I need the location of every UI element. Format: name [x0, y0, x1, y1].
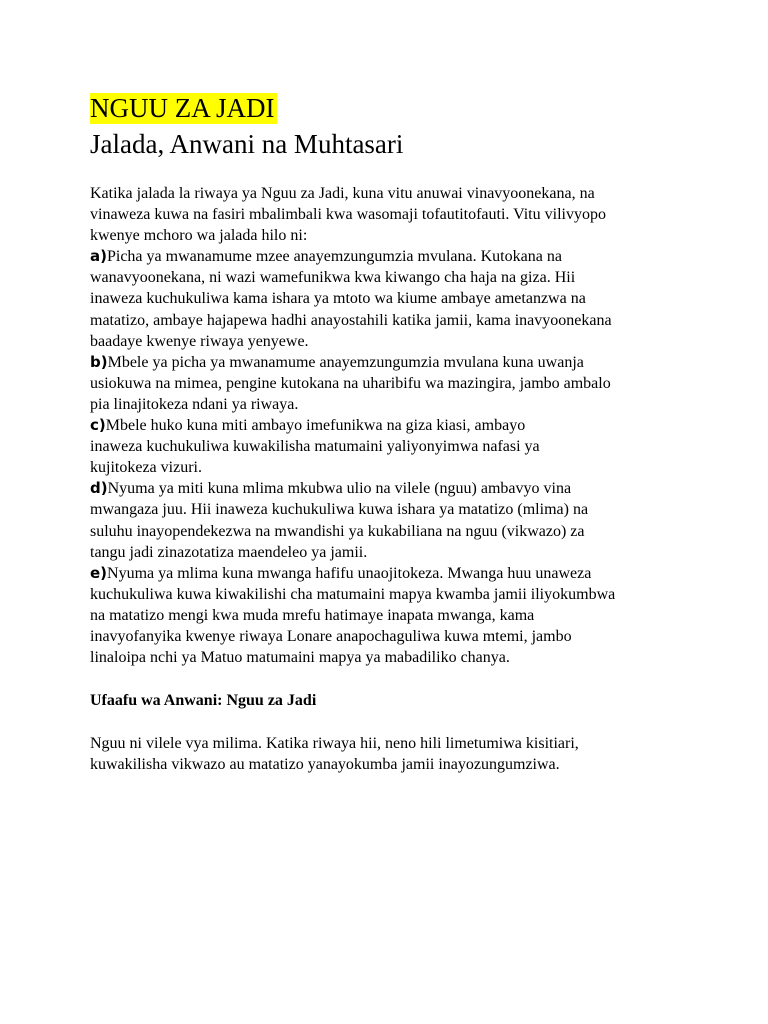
item-marker: e) — [90, 563, 108, 582]
intro-line: kwenye mchoro wa jalada hilo ni: — [90, 227, 308, 245]
list-item-c — [90, 415, 678, 478]
item-line: inavyofanyika kwenye riwaya Lonare anapochaguliwa kuwa mtemi, jambo — [90, 627, 572, 645]
list-item-b — [90, 352, 678, 415]
item-line: usiokuwa na mimea, pengine kutokana na uharibifu wa mazingira, jambo ambalo — [90, 374, 611, 392]
item-line: pia linajitokeza ndani ya riwaya. — [90, 395, 299, 413]
document-subtitle: Jalada, Anwani na Muhtasari — [90, 129, 404, 159]
list-item-e — [90, 563, 678, 668]
intro-paragraph — [90, 183, 678, 246]
item-line: inaweza kuchukuliwa kama ishara ya mtoto wa kiume ambaye ametanzwa na — [90, 290, 586, 308]
closing-paragraph — [90, 733, 678, 775]
item-line: mwangaza juu. Hii inaweza kuchukuliwa kuwa ishara ya matatizo (mlima) na — [90, 501, 589, 519]
item-line: tangu jadi zinazotatiza maendeleo ya jamii. — [90, 543, 368, 561]
item-line: linaloipa nchi ya Matuo matumaini mapya ya mabadiliko chanya. — [90, 649, 510, 667]
item-line: Picha ya mwanamume mzee anayemzungumzia mvulana. Kutokana na — [106, 248, 562, 266]
cover-items-list — [90, 246, 678, 668]
item-line: Nyuma ya mlima kuna mwanga hafifu unaojitokeza. Mwanga huu unaweza — [107, 564, 592, 582]
item-line: Mbele ya picha ya mwanamume anayemzungumzia mvulana kuna uwanja — [107, 353, 584, 371]
closing-line: kuwakilisha vikwazo au matatizo yanayokumba jamii inayozungumziwa. — [90, 756, 560, 774]
item-line: kuchukuliwa kuwa kiwakilishi cha matumaini mapya kwamba jamii iliyokumbwa — [90, 585, 616, 603]
item-line: matatizo, ambaye hajapewa hadhi anayostahili katika jamii, kama inavyoonekana — [90, 311, 612, 329]
list-item-a — [90, 246, 678, 351]
item-line: kujitokeza vizuri. — [90, 459, 202, 477]
list-item-d — [90, 478, 678, 562]
item-marker: b) — [90, 352, 108, 371]
item-marker: d) — [90, 479, 108, 498]
intro-line: Katika jalada la riwaya ya Nguu za Jadi, kuna vitu anuwai vinavyoonekana, na — [90, 185, 595, 202]
item-marker: a) — [90, 247, 107, 266]
item-line: na matatizo mengi kwa muda mrefu hatimaye inapata mwanga, kama — [90, 606, 535, 624]
item-line: wanavyoonekana, ni wazi wamefunikwa kwa kiwango cha haja na giza. Hii — [90, 269, 576, 287]
item-line: Mbele huko kuna miti ambayo imefunikwa na giza kiasi, ambayo — [105, 417, 526, 435]
document-title: NGUU ZA JADI — [90, 93, 275, 123]
intro-line: vinaweza kuwa na fasiri mbalimbali kwa wasomaji tofautitofauti. Vitu vilivyopo — [90, 206, 606, 224]
closing-line: Nguu ni vilele vya milima. Katika riwaya hii, neno hili limetumiwa kisitiari, — [90, 735, 579, 753]
item-line: baadaye kwenye riwaya yenyewe. — [90, 332, 309, 350]
item-line: Nyuma ya miti kuna mlima mkubwa ulio na vilele (nguu) ambavyo vina — [107, 480, 572, 498]
section-heading: Ufaafu wa Anwani: Nguu za Jadi — [90, 692, 317, 710]
item-line: inaweza kuchukuliwa kuwakilisha matumaini yaliyonyimwa nafasi ya — [90, 438, 540, 456]
item-line: suluhu inayopendekezwa na mwandishi ya kukabiliana na nguu (vikwazo) za — [90, 522, 585, 540]
item-marker: c) — [90, 416, 106, 435]
